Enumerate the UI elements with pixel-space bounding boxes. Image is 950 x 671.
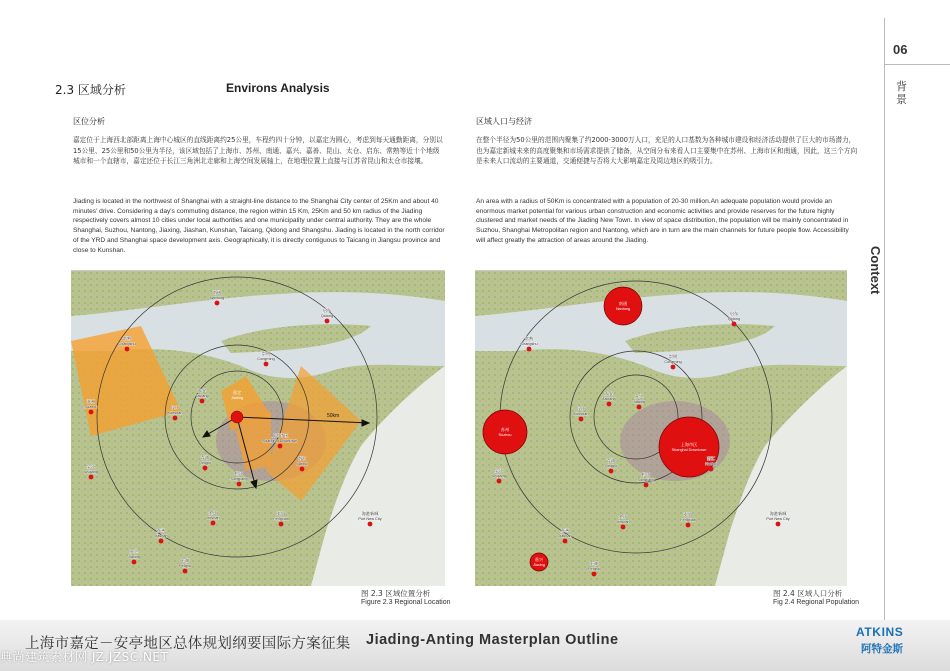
left-subtitle: 区位分析 <box>73 117 105 126</box>
city-marker-jiashan <box>563 539 568 544</box>
city-label-cn-kunshan: 昆山 <box>170 405 180 410</box>
side-tab-label-cn: 背景 <box>896 80 907 106</box>
city-label-en-changshu: Changshu <box>520 342 538 346</box>
city-label-cn-songjiang: 松江 <box>234 471 244 476</box>
city-label-en-taicang: Taicang <box>602 397 616 401</box>
city-label-cn-jiading: 嘉定 <box>232 390 242 395</box>
atkins-logo: ATKINS <box>856 625 904 639</box>
city-marker-changshu <box>527 347 532 352</box>
city-label-en-jiashan: Jiashan <box>154 534 168 538</box>
city-marker-wujiang <box>497 479 502 484</box>
city-label-cn-taicang: 太仓 <box>197 388 207 393</box>
city-label-cn-jiaxing: 嘉兴 <box>534 557 544 562</box>
population-bubble-nantong <box>604 287 642 325</box>
city-label-en-kunshan: Kunshan <box>167 411 183 415</box>
city-marker-jiaxing <box>132 560 137 565</box>
distance-label: 50km <box>327 413 340 419</box>
city-marker-songjiang <box>237 482 242 487</box>
city-label-cn-nanhui: 南汇 <box>706 456 716 461</box>
watermark: 典尚建筑素材网 JZ.JZSC.NET <box>0 650 169 664</box>
city-marker-songjiang <box>644 483 649 488</box>
city-label-cn-changshu: 常熟 <box>524 336 534 341</box>
city-label-en-jiashan: Jiashan <box>558 534 572 538</box>
footer-title-en: Jiading-Anting Masterplan Outline <box>366 632 619 648</box>
city-marker-port-new-city <box>368 522 373 527</box>
city-label-cn-jinshan: 金山 <box>208 510 218 515</box>
city-marker-shanghai-downtown <box>278 444 283 449</box>
city-label-en-congming: Congming <box>664 360 682 364</box>
city-label-cn-pinghu: 平湖 <box>180 558 190 563</box>
city-label-cn-jiashan: 嘉善 <box>560 528 570 533</box>
city-marker-jiashan <box>159 539 164 544</box>
regional-population-map-graphic <box>475 271 847 586</box>
city-marker-wujiang <box>89 475 94 480</box>
city-label-en-port-new-city: Port New City <box>358 517 382 521</box>
city-label-en-wujiang: Wujiang <box>84 470 98 474</box>
city-label-cn-congming: 崇明 <box>261 351 271 356</box>
left-caption-cn: 图 2.3 区域位置分析 <box>361 589 431 598</box>
city-label-en-jiading: Jiading <box>230 396 244 400</box>
city-label-cn-shanghai-downtown: 上海市区 <box>271 433 289 438</box>
city-label-cn-taicang: 太仓 <box>604 391 614 396</box>
city-label-cn-congming: 崇明 <box>668 354 678 359</box>
city-marker-nantong <box>215 301 220 306</box>
city-label-en-nanhui: Nanhui <box>295 462 309 466</box>
right-cn-paragraph: 在整个半径为50公里的范围内聚集了约2000-3000万人口，充足的人口基数为各种城市建设和经济活动提供了巨大的市场潜力，也为嘉定新城未来的高度聚集和市场需求提供了储备，从空间分布来看人口主要集中在苏州、上海市区和南通，因此，这三个方向是未来人口流动的主要通道，交通便捷与否将大大影响嘉定及周边地区的吸引力。 <box>476 136 858 165</box>
footer-title-cn: 上海市嘉定－安亭地区总体规划纲要国际方案征集 <box>25 636 351 652</box>
city-label-cn-wujiang: 吴江 <box>86 464 96 469</box>
city-marker-jiading <box>637 405 642 410</box>
left-caption-en: Figure 2.3 Regional Location <box>361 599 451 606</box>
city-label-en-congming: Congming <box>257 357 275 361</box>
city-label-cn-jiading: 嘉定 <box>634 394 644 399</box>
city-label-cn-fengxian: 奉贤 <box>276 511 286 516</box>
city-marker-pinghu <box>592 572 597 577</box>
population-bubble-suzhou <box>483 410 527 454</box>
city-marker-nanhui <box>709 467 714 472</box>
regional-location-map-graphic <box>71 271 445 586</box>
city-marker-congming <box>264 362 269 367</box>
city-marker-jinshan <box>211 521 216 526</box>
city-marker-jinshan <box>621 525 626 530</box>
city-label-cn-jinshan: 金山 <box>618 514 628 519</box>
city-marker-kunshan <box>579 417 584 422</box>
city-label-cn-pinghu: 平湖 <box>589 561 599 566</box>
city-label-cn-qidong: 启东 <box>322 308 332 313</box>
city-label-en-shanghai-downtown: Shanghai Downtown <box>671 448 707 452</box>
city-label-en-pinghu: Pinghu <box>179 564 191 568</box>
section-number: 2.3 区域分析 <box>55 83 126 97</box>
city-label-cn-songjiang: 松江 <box>641 472 651 477</box>
city-label-cn-qingpu: 青浦 <box>200 455 210 460</box>
side-divider <box>884 18 885 623</box>
city-label-en-jiaxing: Jiaxing <box>128 555 140 559</box>
city-label-en-kunshan: Kunshan <box>573 412 589 416</box>
left-cn-paragraph: 嘉定位于上海西北部距离上海中心城区的直线距离约25公里，车程约四十分钟，以嘉定为圆心，考虑到每天通勤距离，分别以15公里、25公里和50公里为半径，该区域包括了上海市、苏州、南通、嘉兴、嘉善、昆山、太仓、启东、常熟等近十个地级城市和一个直辖市，嘉定还位于长江三角洲北走廊和上海空间发展轴上，在地理位置上直接与江苏省昆山和太仓市接壤。 <box>73 136 443 165</box>
city-marker-qidong <box>732 322 737 327</box>
city-marker-nanhui <box>300 467 305 472</box>
city-marker-suzhou <box>89 410 94 415</box>
city-label-en-songjiang: Songjiang <box>230 477 248 481</box>
city-label-cn-nantong: 南通 <box>618 301 628 306</box>
atkins-logo-cn: 阿特金斯 <box>861 643 903 655</box>
regional-population-map <box>475 270 847 586</box>
city-marker-kunshan <box>173 416 178 421</box>
population-bubble-jiaxing <box>530 553 548 571</box>
city-label-cn-nanhui: 南汇 <box>297 456 307 461</box>
city-marker-changshu <box>125 347 130 352</box>
regional-location-map <box>71 270 445 586</box>
side-tab-label-en: Context <box>868 246 883 295</box>
city-label-en-port-new-city: Port New City <box>766 517 790 521</box>
city-label-en-qidong: Qidong <box>727 317 741 321</box>
city-label-cn-fengxian: 奉贤 <box>683 512 693 517</box>
city-label-en-jinshan: Jinshan <box>206 516 220 520</box>
city-label-cn-suzhou: 苏州 <box>86 399 96 404</box>
city-label-en-qingpu: Qingpu <box>198 461 212 465</box>
city-label-cn-qidong: 启东 <box>729 311 739 316</box>
city-label-cn-port-new-city: 海港新城 <box>769 511 787 516</box>
city-marker-pinghu <box>183 569 188 574</box>
city-label-cn-wujiang: 吴江 <box>494 468 504 473</box>
city-label-en-jinshan: Jinshan <box>616 520 630 524</box>
city-label-en-nantong: Nantong <box>615 307 631 311</box>
city-marker-fengxian <box>279 522 284 527</box>
city-marker-taicang <box>607 402 612 407</box>
right-caption-en: Fig 2.4 Regional Population <box>773 599 860 606</box>
city-marker-qidong <box>325 319 330 324</box>
left-en-paragraph: Jiading is located in the northwest of Shanghai with a straight-line distance to the Shanghai City center of 25Km and about 40 minutes' drive. Considering a day's commuting distance, the region within 15 Km, 25Km and 50 km radius of the Jiading respectively covers almost 10 cities under local authorities and one municipality under central authority. They are the whole Shanghai, Suzhou, Nantong, Jiaxing, Jiashan, Kunshan, Taicang, Qidong and Shangshu. Jiading is located in the north corridor of the YRD and Shanghai space development axis. Geographically, it is directly contiguous to Taicang in Jiangsu province and close to Kunshan. <box>73 198 445 254</box>
city-label-cn-nantong: 南通 <box>212 290 222 295</box>
section-title: Environs Analysis <box>226 81 330 95</box>
city-label-en-qidong: Qidong <box>320 314 334 318</box>
city-label-en-suzhou: Suzhou <box>84 405 98 409</box>
city-marker-qingpu <box>203 466 208 471</box>
city-label-en-jiading: Jiading <box>632 400 646 404</box>
city-label-cn-jiaxing: 嘉兴 <box>129 549 139 554</box>
page-number-divider <box>884 64 950 65</box>
city-label-cn-suzhou: 苏州 <box>500 427 510 432</box>
city-marker-qingpu <box>609 469 614 474</box>
page-number: 06 <box>893 42 908 57</box>
city-label-en-fengxian: Fengxian <box>273 517 289 521</box>
city-label-en-qingpu: Qingpu <box>604 464 618 468</box>
city-label-cn-changshu: 常熟 <box>122 336 132 341</box>
city-label-en-jiaxing: Jiaxing <box>533 563 545 567</box>
city-label-cn-kunshan: 昆山 <box>576 406 586 411</box>
right-subtitle: 区域人口与经济 <box>476 117 532 126</box>
city-marker-fengxian <box>686 523 691 528</box>
city-label-cn-shanghai-downtown: 上海市区 <box>680 442 698 447</box>
city-label-en-nanhui: Nanhui <box>704 462 718 466</box>
city-label-en-wujiang: Wujiang <box>492 474 506 478</box>
city-label-en-taicang: Taicang <box>195 394 209 398</box>
right-caption-cn: 图 2.4 区域人口分析 <box>773 589 843 598</box>
jiading-center-marker <box>231 411 243 423</box>
city-marker-port-new-city <box>776 522 781 527</box>
city-label-en-fengxian: Fengxian <box>680 518 696 522</box>
city-marker-taicang <box>200 399 205 404</box>
city-label-en-shanghai-downtown: Shanghai Downtown <box>262 439 298 443</box>
city-label-en-changshu: Changshu <box>118 342 136 346</box>
city-label-cn-port-new-city: 海港新城 <box>361 511 379 516</box>
city-marker-congming <box>671 365 676 370</box>
city-label-cn-jiashan: 嘉善 <box>156 528 166 533</box>
city-label-en-nantong: Nantong <box>209 296 225 300</box>
side-tab <box>884 0 950 620</box>
city-label-en-songjiang: Songjiang <box>637 478 655 482</box>
city-label-en-suzhou: Suzhou <box>498 433 512 437</box>
city-label-en-pinghu: Pinghu <box>588 567 600 571</box>
right-en-paragraph: An area with a radius of 50Km is concentrated with a population of 20-30 million.An adequate population would provide an enormous market potential for various urban construction and economic activities and provide reserves for the future highly clustered and market needs of the Jiading New Town. In view of space distribution, the population will be mainly concentrated in Suzhou, Shanghai Metropolitan region and Nantong, which are in turn are the main channels for future people flow. Accessibility will affect greatly the attraction of areas around the Jiading. <box>476 198 849 244</box>
city-label-cn-qingpu: 青浦 <box>606 458 616 463</box>
